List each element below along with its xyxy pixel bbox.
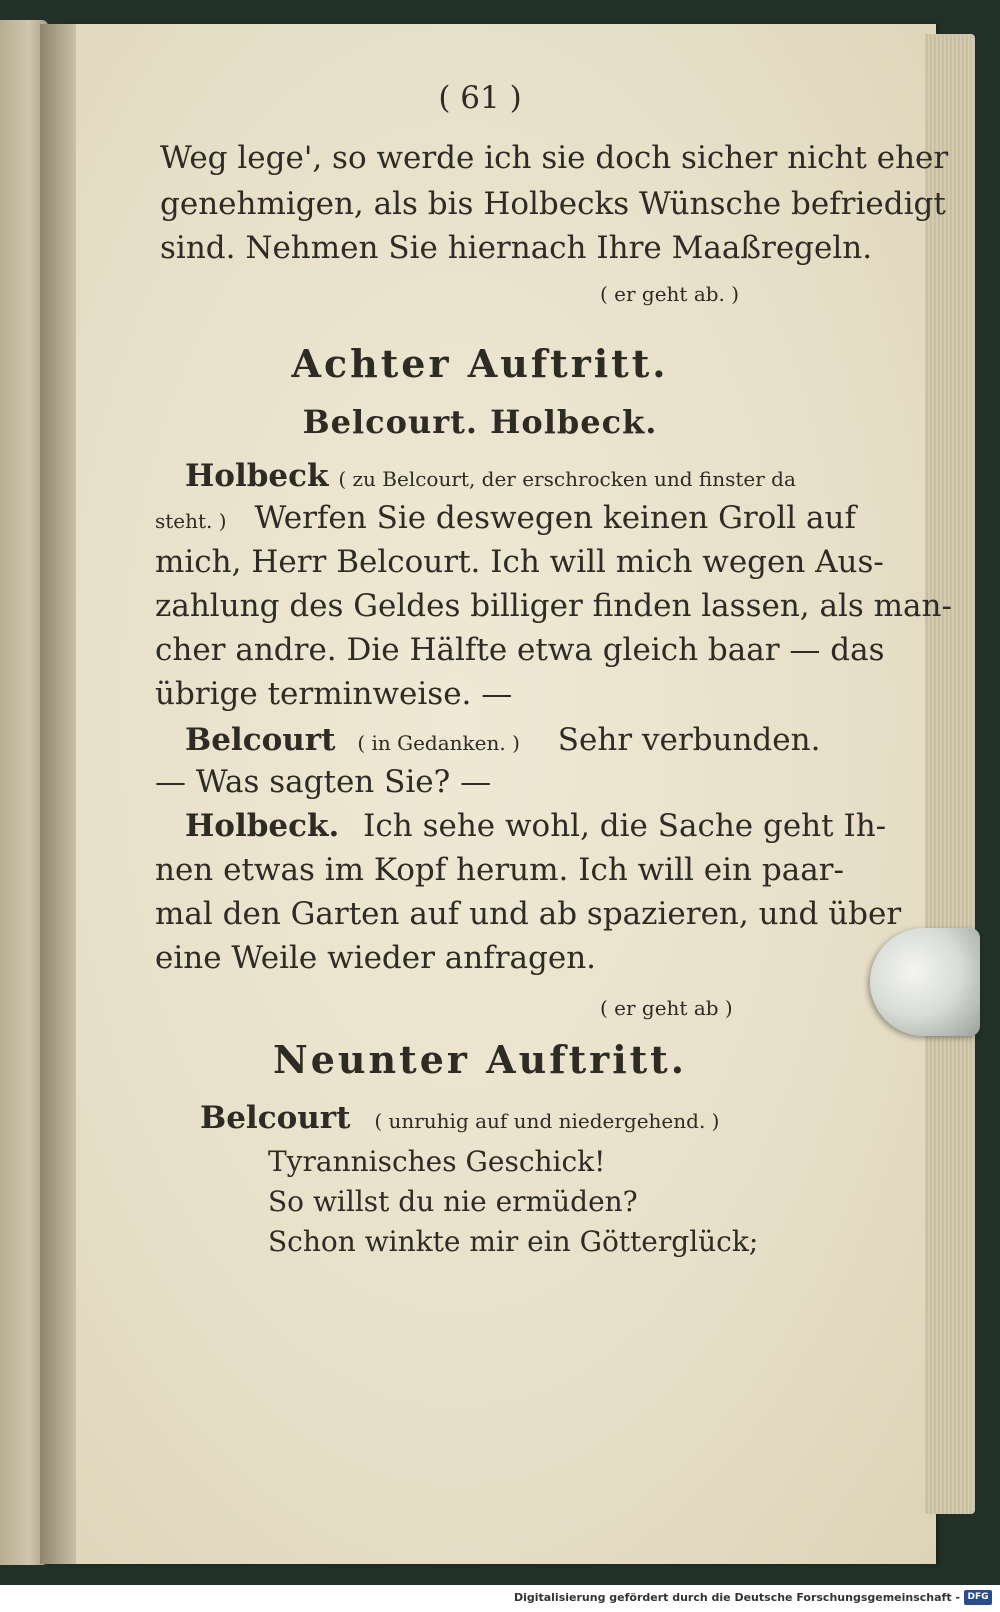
text-line: sind. Nehmen Sie hiernach Ihre Maaßregeln.: [160, 230, 873, 266]
speech-line: zahlung des Geldes billiger finden lassen, als man-: [155, 588, 952, 624]
speech-text: Sehr verbunden.: [557, 722, 821, 758]
text-line: genehmigen, als bis Holbecks Wünsche befriedigt: [160, 186, 946, 222]
stage-direction: ( unruhig auf und niedergehend. ): [374, 1109, 720, 1133]
text-line: Weg lege', so werde ich sie doch sicher nicht eher: [160, 140, 949, 176]
scene-heading: Achter Auftritt.: [291, 341, 669, 386]
speaker-name: Holbeck: [185, 458, 329, 494]
speech-line: [185, 720, 820, 763]
speech-line: mich, Herr Belcourt. Ich will mich wegen Aus-: [155, 544, 884, 580]
speech-line: nen etwas im Kopf herum. Ich will ein paar-: [155, 852, 844, 888]
dfg-logo: DFG: [964, 1590, 992, 1605]
speech-line: übrige terminweise. —: [155, 676, 513, 712]
stage-direction: ( er geht ab. ): [600, 282, 740, 306]
speech-text: Werfen Sie deswegen keinen Groll auf: [254, 500, 856, 536]
speech-line: [185, 806, 887, 846]
speech-line: cher andre. Die Hälfte etwa gleich baar — das: [155, 632, 885, 668]
speech-line: [155, 498, 856, 541]
speech-line: [200, 1098, 719, 1141]
speaker-name: Belcourt: [200, 1100, 351, 1136]
footer-bar: [0, 1585, 1000, 1612]
stage-direction: ( er geht ab ): [600, 996, 733, 1020]
speaker-name: Holbeck.: [185, 808, 340, 844]
scene-heading: Neunter Auftritt.: [273, 1037, 687, 1082]
verse-line: So willst du nie ermüden?: [268, 1185, 638, 1218]
stage-direction: ( zu Belcourt, der erschrocken und finster da: [338, 467, 796, 491]
speech-line: [185, 456, 796, 499]
stage-direction: steht. ): [155, 509, 227, 533]
speaker-name: Belcourt: [185, 722, 336, 758]
speech-text: Ich sehe wohl, die Sache geht Ih-: [363, 808, 887, 844]
verse-line: Tyrannisches Geschick!: [268, 1145, 606, 1178]
page-number: ( 61 ): [438, 80, 522, 116]
speech-line: — Was sagten Sie? —: [155, 764, 492, 800]
stage-direction: ( in Gedanken. ): [357, 731, 520, 755]
footer-credit: Digitalisierung gefördert durch die Deutsche Forschungsgemeinschaft -: [513, 1591, 960, 1604]
speech-line: eine Weile wieder anfragen.: [155, 940, 597, 976]
verse-line: Schon winkte mir ein Götterglück;: [268, 1225, 759, 1258]
speech-line: mal den Garten auf und ab spazieren, und über: [155, 896, 902, 932]
scene-characters: Belcourt. Holbeck.: [302, 403, 658, 441]
